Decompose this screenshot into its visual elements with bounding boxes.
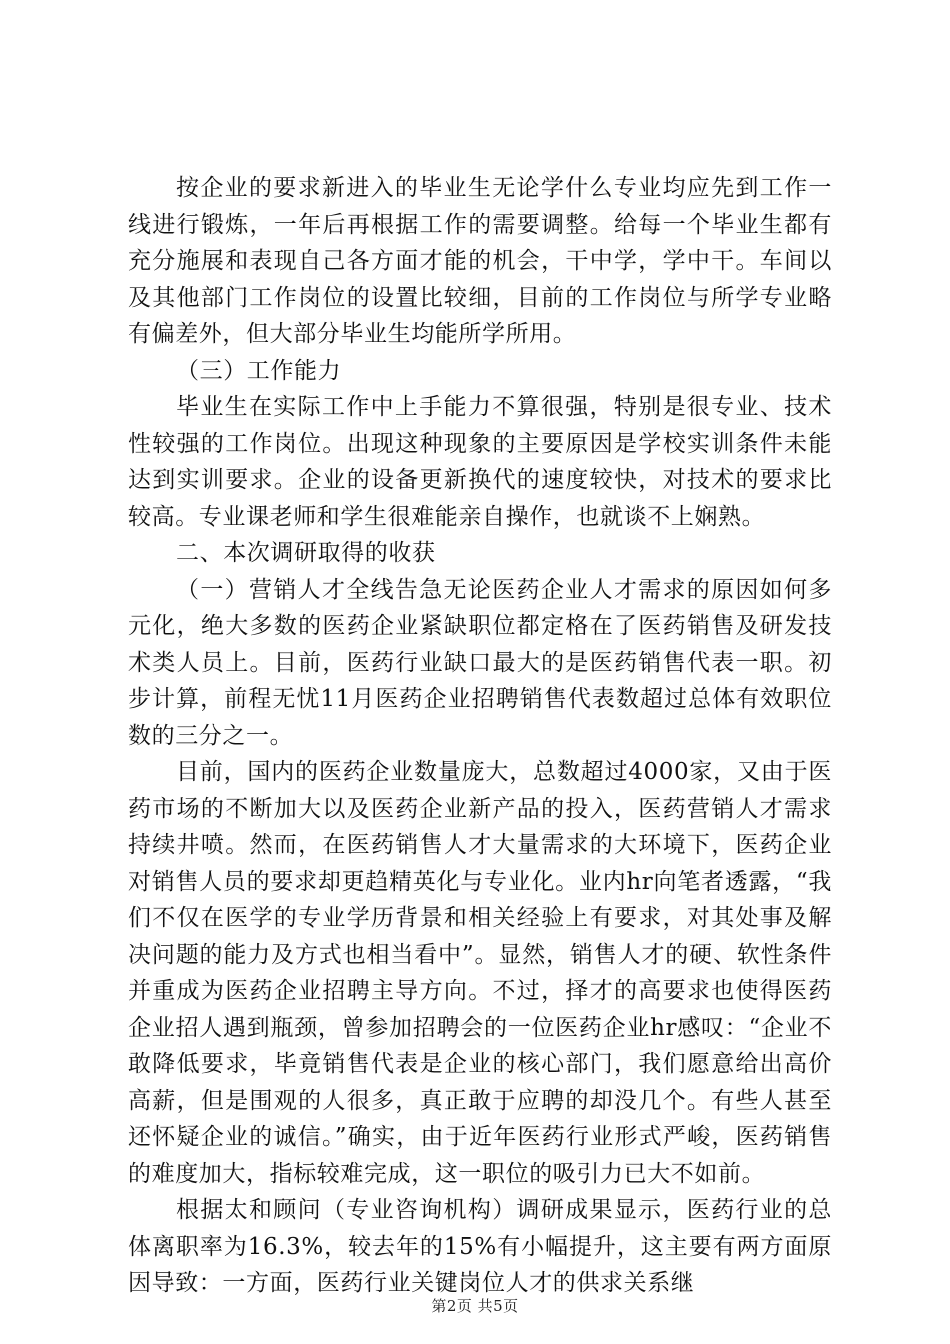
paragraph-training: 按企业的要求新进入的毕业生无论学什么专业均应先到工作一线进行锻炼，一年后再根据工作的需要调整。给每一个毕业生都有充分施展和表现自己各方面才能的机会，干中学，学中干。车间以及其他部门工作岗位的设置比较细，目前的工作岗位与所学专业略有偏差外，但大部分毕业生均能所学所用。 xyxy=(128,175,832,347)
page-footer: 第2页 共5页 xyxy=(431,1297,519,1315)
paragraph-turnover-rate: 根据太和顾问（专业咨询机构）调研成果显示，医药行业的总体离职率为16.3%，较去年的15%有小幅提升，这主要有两方面原因导致：一方面，医药行业关键岗位人才的供求关系继 xyxy=(128,1197,832,1296)
section-heading-gains: 二、本次调研取得的收获 xyxy=(176,540,436,566)
paragraph-work-ability: 毕业生在实际工作中上手能力不算很强，特别是很专业、技术性较强的工作岗位。出现这种现象的主要原因是学校实训条件未能达到实训要求。企业的设备更新换代的速度较快，对技术的要求比较高。专业课老师和学生很难能亲自操作，也就谈不上娴熟。 xyxy=(128,394,832,530)
paragraph-marketing-talent: （一）营销人才全线告急无论医药企业人才需求的原因如何多元化，绝大多数的医药企业紧缺职位都定格在了医药销售及研发技术类人员上。目前，医药行业缺口最大的是医药销售代表一职。初步计算，前程无忧11月医药企业招聘销售代表数超过总体有效职位数的三分之一。 xyxy=(128,576,832,749)
document-body xyxy=(128,170,832,1302)
section-heading-work-ability: （三）工作能力 xyxy=(176,357,342,384)
paragraph-pharma-enterprises: 目前，国内的医药企业数量庞大，总数超过4000家，又由于医药市场的不断加大以及医药企业新产品的投入，医药营销人才需求持续井喷。然而，在医药销售人才大量需求的大环境下，医药企业对销售人员的要求却更趋精英化与专业化。业内hr向笔者透露，“我们不仅在医学的专业学历背景和相关经验上有要求，对其处事及解决问题的能力及方式也相当看中”。显然，销售人才的硬、软性条件并重成为医药企业招聘主导方向。不过，择才的高要求也使得医药企业招人遇到瓶颈，曾参加招聘会的一位医药企业hr感叹：“企业不敢降低要求，毕竟销售代表是企业的核心部门，我们愿意给出高价高薪，但是围观的人很多，真正敢于应聘的却没几个。有些人甚至还怀疑企业的诚信。”确实，由于近年医药行业形式严峻，医药销售的难度加大，指标较难完成，这一职位的吸引力已大不如前。 xyxy=(128,759,832,1187)
